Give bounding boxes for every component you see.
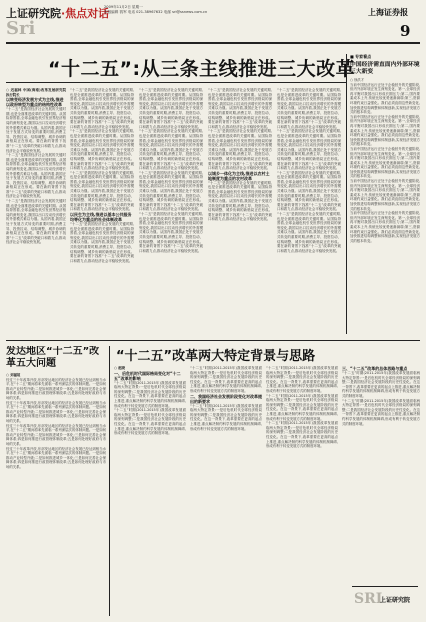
main-body-col2: “十二五”是我国经济社会发展的关键时期,也是全面推进改革的关键时期。从国际背景看,全球金融危机引发世界经济格局的深刻变化,我国以出口拉动经济增长的外需模式难以为继。从国内看,我国正处于发展方式转变的重要时期,消费主导、投资拉动、结构调整、城乡协调的新格局正在形成。要在新的背景下找准“十二五”改革的突破口和着力点,推动经济社会平稳较快发展。 [70,88,134,129]
main-body-col5c: “十二五”是我国经济社会发展的关键时期,也是全面推进改革的关键时期。从国际背景看,全球金融危机引发世界经济格局的深刻变化,我国以出口拉动经济增长的外需模式难以为继。从国内看,我国正处于发展方式转变的重要时期,消费主导、投资拉动、结构调整、城乡协调的新格局正在形成。要在新的背景下找准“十二五”改革的突破口和着力点,推动经济社会平稳较快发展。 [277,170,341,212]
lower-main-title: “十二五”改革两大特定背景与思路 [116,349,316,364]
main-body-col4: “十二五”是我国经济社会发展的关键时期,也是全面推进改革的关键时期。从国际背景看,全球金融危机引发世界经济格局的深刻变化,我国以出口拉动经济增长的外需模式难以为继。从国内看,我国正处于发展方式转变的重要时期,消费主导、投资拉动、结构调整、城乡协调的新格局正在形成。要在新的背景下找准“十二五”改革的突破口和着力点,推动经济社会平稳较快发展。 [208,88,272,129]
main-body-col2d: “十二五”是我国经济社会发展的关键时期,也是全面推进改革的关键时期。从国际背景看,全球金融危机引发世界经济格局的深刻变化,我国以出口拉动经济增长的外需模式难以为继。从国内看,我国正处于发展方式转变的重要时期,消费主导、投资拉动、结构调整、城乡协调的新格局正在形成。要在新的背景下找准“十二五”改革的突破口和着力点,推动经济社会平稳较快发展。 [70,222,134,263]
sidebar-tag: ■ 专家看点 [350,54,372,59]
email-line: 电邮 sri@ssnews.com.cn [163,9,208,14]
main-col-5 [277,88,341,338]
lower-main-body-g: “十二五”时期(2011-2015年)我国改革发展面临两大特定背景:一是后危机时代全球经济格局的深刻调整;二是我国经济社会发展阶段的历史性变化。在这一背景下,改革需要在更高的起点上推进,重点解决制约科学发展的体制机制障碍,形成有利于转变发展方式的制度环境。 [266,421,338,449]
main-byline: ○ 迟福林 中国(海南)改革发展研究院 执行院长 [6,88,66,97]
section-rule [6,340,420,341]
lower-left-body-b: 经过三十年改革开放,东部发达地区的经济社会发展已经达到相当水平,在“十二五”期间将率先面临一系列深层次的体制问题。一是如何推动产业转型升级;二是如何推进城乡一体化;三是如何完善社会保障体系;四是如何推进行政管理体制改革;五是如何处理好政府与市场的关系。 [6,400,106,423]
main-subhead-1: 以转变经济发展方式为主线,推进以政府转型为重点的结构性改革 [6,97,64,108]
main-body-col2b: “十二五”是我国经济社会发展的关键时期,也是全面推进改革的关键时期。从国际背景看,全球金融危机引发世界经济格局的深刻变化,我国以出口拉动经济增长的外需模式难以为继。从国内看,我国正处于发展方式转变的重要时期,消费主导、投资拉动、结构调整、城乡协调的新格局正在形成。要在新的背景下找准“十二五”改革的突破口和着力点,推动经济社会平稳较快发展。 [70,129,134,171]
lower-left-byline: ○ 刘福垣 [6,373,21,377]
date-line: 2009年11月2日 星期一 [104,5,143,9]
main-col-4 [208,88,272,338]
lower-col-3 [266,366,338,616]
lower-col-1 [114,366,186,616]
sidebar-body-c: 当前中国经济运行正处于企稳回升的关键阶段,但内外部环境正发生深刻变化。第一,全球经济再平衡对我国出口形成长期压力;第二,国内要素成本上升,传统比较优势逐渐减弱;第三,资源环境约束日益强化。我们必须直面这些新变化,加快推进结构调整和体制创新,实现经济发展方式的根本转变。 [350,146,420,179]
main-body-col5b: “十二五”是我国经济社会发展的关键时期,也是全面推进改革的关键时期。从国际背景看,全球金融危机引发世界经济格局的深刻变化,我国以出口拉动经济增长的外需模式难以为继。从国内看,我国正处于发展方式转变的重要时期,消费主导、投资拉动、结构调整、城乡协调的新格局正在形成。要在新的背景下找准“十二五”改革的突破口和着力点,推动经济社会平稳较快发展。 [277,129,341,171]
main-body-col5d: “十二五”是我国经济社会发展的关键时期,也是全面推进改革的关键时期。从国际背景看,全球金融危机引发世界经济格局的深刻变化,我国以出口拉动经济增长的外需模式难以为继。从国内看,我国正处于发展方式转变的重要时期,消费主导、投资拉动、结构调整、城乡协调的新格局正在形成。要在新的背景下找准“十二五”改革的突破口和着力点,推动经济社会平稳较快发展。 [277,212,341,253]
lower-left-article [6,346,106,616]
lower-main-body-i: “十二五”时期(2011-2015年)我国改革发展面临两大特定背景:一是后危机时代全球经济格局的深刻调整;二是我国经济社会发展阶段的历史性变化。在这一背景下,改革需要在更高的起点上推进,重点解决制约科学发展的体制机制障碍,形成有利于转变发展方式的制度环境。 [342,398,420,426]
headline-rule [6,82,346,83]
lower-main-body-b: “十二五”时期(2011-2015年)我国改革发展面临两大特定背景:一是后危机时代全球经济格局的深刻调整;二是我国经济社会发展阶段的历史性变化。在这一背景下,改革需要在更高的起点上推进,重点解决制约科学发展的体制机制障碍,形成有利于转变发展方式的制度环境。 [114,408,186,436]
lower-main-body-f: “十二五”时期(2011-2015年)我国改革发展面临两大特定背景:一是后危机时代全球经济格局的深刻调整;二是我国经济社会发展阶段的历史性变化。在这一背景下,改革需要在更高的起点上推进,重点解决制约科学发展的体制机制障碍,形成有利于转变发展方式的制度环境。 [266,393,338,421]
lower-col-4 [342,366,420,580]
footer-logo [352,586,418,617]
main-subhead-2: 以民生为主线,推进以基本公共服务均等化为重点的社会体制改革 [70,212,132,223]
lower-left-title: 发达地区“十二五”改革五大问题 [6,346,100,369]
sidebar-body-b: 当前中国经济运行正处于企稳回升的关键阶段,但内外部环境正发生深刻变化。第一,全球经济再平衡对我国出口形成长期压力;第二,国内要素成本上升,传统比较优势逐渐减弱;第三,资源环境约束日益强化。我们必须直面这些新变化,加快推进结构调整和体制创新,实现经济发展方式的根本转变。 [350,114,420,147]
lower-main-body-d: “十二五”时期(2011-2015年)我国改革发展面临两大特定背景:一是后危机时代全球经济格局的深刻调整;二是我国经济社会发展阶段的历史性变化。在这一背景下,改革需要在更高的起点上推进,重点解决制约科学发展的体制机制障碍,形成有利于转变发展方式的制度环境。 [190,403,262,431]
editor-line: 本版编辑 钱军 电话 021-38967632 [104,9,163,14]
sidebar-body-d: 当前中国经济运行正处于企稳回升的关键阶段,但内外部环境正发生深刻变化。第一,全球经济再平衡对我国出口形成长期压力;第二,国内要素成本上升,传统比较优势逐渐减弱;第三,资源环境约束日益强化。我们必须直面这些新变化,加快推进结构调整和体制创新,实现经济发展方式的根本转变。 [350,179,420,211]
masthead-rule [6,42,420,44]
main-body-col2c: “十二五”是我国经济社会发展的关键时期,也是全面推进改革的关键时期。从国际背景看,全球金融危机引发世界经济格局的深刻变化,我国以出口拉动经济增长的外需模式难以为继。从国内看,我国正处于发展方式转变的重要时期,消费主导、投资拉动、结构调整、城乡协调的新格局正在形成。要在新的背景下找准“十二五”改革的突破口和着力点,推动经济社会平稳较快发展。 [70,170,134,212]
sidebar-body-e: 当前中国经济运行正处于企稳回升的关键阶段,但内外部环境正发生深刻变化。第一,全球经济再平衡对我国出口形成长期压力;第二,国内要素成本上升,传统比较优势逐渐减弱;第三,资源环境约束日益强化。我们必须直面这些新变化,加快推进结构调整和体制创新,实现经济发展方式的根本转变。 [350,211,420,243]
main-body-col3: “十二五”是我国经济社会发展的关键时期,也是全面推进改革的关键时期。从国际背景看,全球金融危机引发世界经济格局的深刻变化,我国以出口拉动经济增长的外需模式难以为继。从国内看,我国正处于发展方式转变的重要时期,消费主导、投资拉动、结构调整、城乡协调的新格局正在形成。要在新的背景下找准“十二五”改革的突破口和着力点,推动经济社会平稳较快发展。 [139,88,203,129]
main-body-col4b: “十二五”是我国经济社会发展的关键时期,也是全面推进改革的关键时期。从国际背景看,全球金融危机引发世界经济格局的深刻变化,我国以出口拉动经济增长的外需模式难以为继。从国内看,我国正处于发展方式转变的重要时期,消费主导、投资拉动、结构调整、城乡协调的新格局正在形成。要在新的背景下找准“十二五”改革的突破口和着力点,推动经济社会平稳较快发展。 [208,129,272,171]
main-subhead-3: 以城乡一体化为主线,推进以农村土地制度为重点的农村改革 [208,170,270,181]
sidebar-title: 中国经济需直面内外部环境三大新变 [350,62,420,75]
main-col-3 [139,88,203,338]
main-body-cont-2: “十二五”是我国经济社会发展的关键时期,也是全面推进改革的关键时期。从国际背景看,全球金融危机引发世界经济格局的深刻变化,我国以出口拉动经济增长的外需模式难以为继。从国内看,我国正处于发展方式转变的重要时期,消费主导、投资拉动、结构调整、城乡协调的新格局正在形成。要在新的背景下找准“十二五”改革的突破口和着力点,推动经济社会平稳较快发展。 [6,199,66,245]
sidebar-byline: ○ 徐洪才 [350,78,365,82]
main-body-col3c: “十二五”是我国经济社会发展的关键时期,也是全面推进改革的关键时期。从国际背景看,全球金融危机引发世界经济格局的深刻变化,我国以出口拉动经济增长的外需模式难以为继。从国内看,我国正处于发展方式转变的重要时期,消费主导、投资拉动、结构调整、城乡协调的新格局正在形成。要在新的背景下找准“十二五”改革的突破口和着力点,推动经济社会平稳较快发展。 [139,170,203,212]
lower-main-byline: ○ 赵晓 [114,366,125,370]
footer-sri: SRI [354,591,383,607]
lower-left-body: 经过三十年改革开放,东部发达地区的经济社会发展已经达到相当水平,在“十二五”期间将率先面临一系列深层次的体制问题。一是如何推动产业转型升级;二是如何推进城乡一体化;三是如何完善社会保障体系;四是如何推进行政管理体制改革;五是如何处理好政府与市场的关系。 [6,377,106,400]
main-body-col3b: “十二五”是我国经济社会发展的关键时期,也是全面推进改革的关键时期。从国际背景看,全球金融危机引发世界经济格局的深刻变化,我国以出口拉动经济增长的外需模式难以为继。从国内看,我国正处于发展方式转变的重要时期,消费主导、投资拉动、结构调整、城乡协调的新格局正在形成。要在新的背景下找准“十二五”改革的突破口和着力点,推动经济社会平稳较快发展。 [139,129,203,171]
lower-main-body: “十二五”时期(2011-2015年)我国改革发展面临两大特定背景:一是后危机时代全球经济格局的深刻调整;二是我国经济社会发展阶段的历史性变化。在这一背景下,改革需要在更高的起点上推进,重点解决制约科学发展的体制机制障碍,形成有利于转变发展方式的制度环境。 [114,380,186,408]
lower-subhead-2: 二、我国经济社会发展阶段变化对改革提出的新要求 [190,393,262,404]
sidebar [350,54,420,338]
lower-left-body-d: 经过三十年改革开放,东部发达地区的经济社会发展已经达到相当水平,在“十二五”期间将率先面临一系列深层次的体制问题。一是如何推动产业转型升级;二是如何推进城乡一体化;三是如何完善社会保障体系;四是如何推进行政管理体制改革;五是如何处理好政府与市场的关系。 [6,446,106,469]
lower-subhead-3: 三、“十二五”改革的总体思路与重点 [342,366,408,371]
lower-main-body-e: “十二五”时期(2011-2015年)我国改革发展面临两大特定背景:一是后危机时代全球经济格局的深刻调整;二是我国经济社会发展阶段的历史性变化。在这一背景下,改革需要在更高的起点上推进,重点解决制约科学发展的体制机制障碍,形成有利于转变发展方式的制度环境。 [266,366,338,393]
brand-section: 焦点对话 [65,7,110,20]
main-headline: “十二五”:从三条主线推进三大改革 [48,58,356,80]
main-body: “十二五”是我国经济社会发展的关键时期,也是全面推进改革的关键时期。从国际背景看,全球金融危机引发世界经济格局的深刻变化,我国以出口拉动经济增长的外需模式难以为继。从国内看,我国正处于发展方式转变的重要时期,消费主导、投资拉动、结构调整、城乡协调的新格局正在形成。要在新的背景下找准“十二五”改革的突破口和着力点,推动经济社会平稳较快发展。 [6,107,66,153]
lower-main-body-h: “十二五”时期(2011-2015年)我国改革发展面临两大特定背景:一是后危机时代全球经济格局的深刻调整;二是我国经济社会发展阶段的历史性变化。在这一背景下,改革需要在更高的起点上推进,重点解决制约科学发展的体制机制障碍,形成有利于转变发展方式的制度环境。 [342,371,420,398]
footer-brand: 上证研究院 [380,597,411,604]
main-col-2 [70,88,134,338]
brand-dot: · [61,7,66,20]
main-body-col3d: “十二五”是我国经济社会发展的关键时期,也是全面推进改革的关键时期。从国际背景看,全球金融危机引发世界经济格局的深刻变化,我国以出口拉动经济增长的外需模式难以为继。从国内看,我国正处于发展方式转变的重要时期,消费主导、投资拉动、结构调整、城乡协调的新格局正在形成。要在新的背景下找准“十二五”改革的突破口和着力点,推动经济社会平稳较快发展。 [139,212,203,253]
masthead-info [104,5,207,14]
sri-logo: Sri [6,18,36,39]
lower-main-body-c: “十二五”时期(2011-2015年)我国改革发展面临两大特定背景:一是后危机时代全球经济格局的深刻调整;二是我国经济社会发展阶段的历史性变化。在这一背景下,改革需要在更高的起点上推进,重点解决制约科学发展的体制机制障碍,形成有利于转变发展方式的制度环境。 [190,366,262,393]
main-col-1 [6,88,66,338]
main-body-col5: “十二五”是我国经济社会发展的关键时期,也是全面推进改革的关键时期。从国际背景看,全球金融危机引发世界经济格局的深刻变化,我国以出口拉动经济增长的外需模式难以为继。从国内看,我国正处于发展方式转变的重要时期,消费主导、投资拉动、结构调整、城乡协调的新格局正在形成。要在新的背景下找准“十二五”改革的突破口和着力点,推动经济社会平稳较快发展。 [277,88,341,129]
lower-divider [109,346,110,616]
lower-col-2 [190,366,262,616]
page-number: 9 [400,22,411,40]
masthead [0,0,426,46]
lower-subhead-1: 一、后危机时代国际格局变化对“十二五”改革的影响 [114,370,181,381]
main-body-col4c: “十二五”是我国经济社会发展的关键时期,也是全面推进改革的关键时期。从国际背景看,全球金融危机引发世界经济格局的深刻变化,我国以出口拉动经济增长的外需模式难以为继。从国内看,我国正处于发展方式转变的重要时期,消费主导、投资拉动、结构调整、城乡协调的新格局正在形成。要在新的背景下找准“十二五”改革的突破口和着力点,推动经济社会平稳较快发展。 [208,180,272,222]
sidebar-body: 当前中国经济运行正处于企稳回升的关键阶段,但内外部环境正发生深刻变化。第一,全球经济再平衡对我国出口形成长期压力;第二,国内要素成本上升,传统比较优势逐渐减弱;第三,资源环境约束日益强化。我们必须直面这些新变化,加快推进结构调整和体制创新,实现经济发展方式的根本转变。 [350,82,420,115]
brand-main: 上证研究院 [6,7,61,20]
lower-left-body-c: 经过三十年改革开放,东部发达地区的经济社会发展已经达到相当水平,在“十二五”期间将率先面临一系列深层次的体制问题。一是如何推动产业转型升级;二是如何推进城乡一体化;三是如何完善社会保障体系;四是如何推进行政管理体制改革;五是如何处理好政府与市场的关系。 [6,423,106,446]
main-body-cont: “十二五”是我国经济社会发展的关键时期,也是全面推进改革的关键时期。从国际背景看,全球金融危机引发世界经济格局的深刻变化,我国以出口拉动经济增长的外需模式难以为继。从国内看,我国正处于发展方式转变的重要时期,消费主导、投资拉动、结构调整、城乡协调的新格局正在形成。要在新的背景下找准“十二五”改革的突破口和着力点,推动经济社会平稳较快发展。 [6,153,66,199]
sidebar-divider [346,54,347,334]
paper-name: 上海证券报 [368,8,408,17]
